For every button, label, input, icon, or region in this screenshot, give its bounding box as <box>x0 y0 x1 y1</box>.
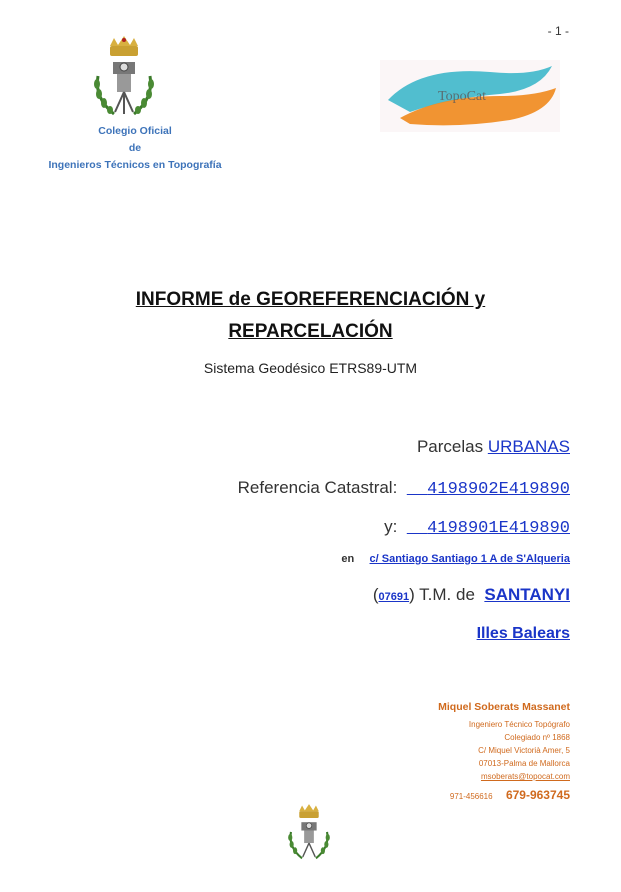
postal-code: 07691 <box>378 591 410 603</box>
municipality-value: SANTANYI <box>484 585 570 604</box>
page-number: - 1 - <box>547 24 569 38</box>
signer-details <box>450 718 570 804</box>
tm-label: T.M. de <box>419 585 475 604</box>
signer-city: 07013-Palma de Mallorca <box>478 759 570 768</box>
signer-email[interactable]: msoberats@topocat.com <box>480 772 570 781</box>
college-line-3: Ingenieros Técnicos en Topografía <box>48 159 222 171</box>
parcelas-label: Parcelas <box>416 437 484 456</box>
topocat-logo <box>380 60 560 132</box>
college-crest-small-logo <box>284 804 334 864</box>
document-title <box>0 284 621 348</box>
address-row <box>341 553 570 565</box>
cadastral-reference-value: 4198902E419890 <box>427 480 570 499</box>
address-value: c/ Santiago Santiago 1 A de S'Alqueria <box>369 553 570 565</box>
title-line-1: INFORME de GEOREFERENCIACIÓN y <box>135 289 486 310</box>
signer-title: Ingeniero Técnico Topógrafo <box>468 720 570 729</box>
college-line-1: Colegio Oficial <box>98 125 172 137</box>
geodetic-system: Sistema Geodésico ETRS89-UTM <box>203 360 418 376</box>
signer-street: C/ Miquel Victorià Amer, 5 <box>478 746 570 755</box>
college-crest-logo <box>88 36 160 122</box>
parcel-type-row <box>417 437 570 457</box>
cadastral-reference-label: Referencia Catastral: <box>237 478 398 497</box>
signer-name: Miquel Soberats Massanet <box>438 701 570 713</box>
cadastral-reference-row <box>238 478 570 499</box>
region-row <box>477 625 570 643</box>
logo-text: TopoCat <box>438 89 487 104</box>
parcel-type-value: URBANAS <box>487 437 570 456</box>
en-label: en <box>341 553 355 565</box>
signer-colegiado: Colegiado nº 1868 <box>504 733 570 742</box>
cadastral-reference-2-row <box>384 517 570 538</box>
cadastral-reference-value-2: 4198901E419890 <box>427 519 570 538</box>
college-name <box>40 123 230 174</box>
signer-phone-2: 679-963745 <box>505 788 570 802</box>
college-line-2: de <box>128 142 142 154</box>
region-value: Illes Balears <box>476 625 570 642</box>
municipality-row: (07691) T.M. de SANTANYI <box>372 585 570 604</box>
title-line-2: REPARCELACIÓN <box>228 321 393 342</box>
and-label: y: <box>384 517 398 536</box>
signer-phone-1: 971-456616 <box>449 792 493 801</box>
